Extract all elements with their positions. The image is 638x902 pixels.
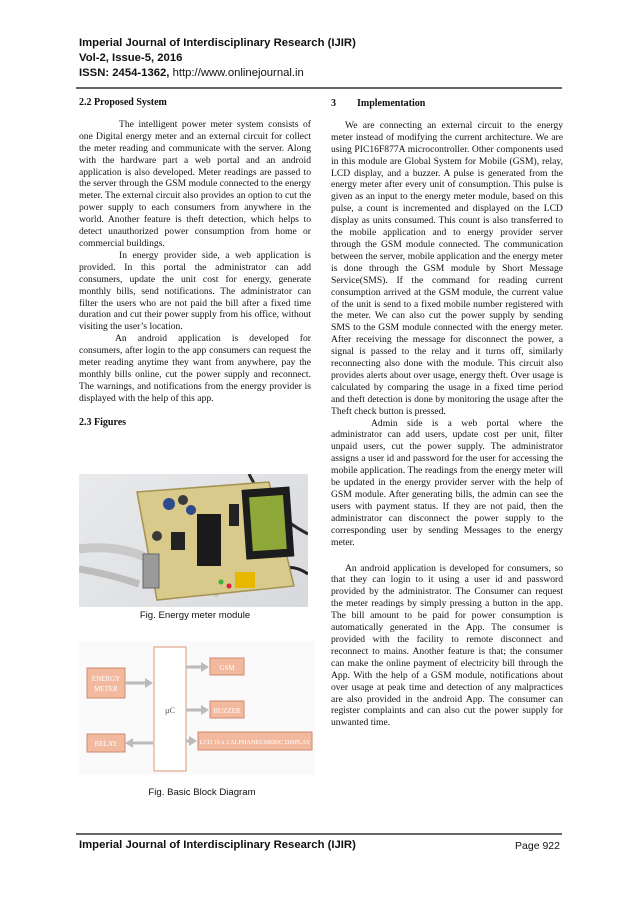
journal-header [79,36,559,81]
figure-caption: Fig. Basic Block Diagram [148,787,256,798]
energy-meter-module-photo [79,474,308,607]
footer-journal: Imperial Journal of Interdisciplinary Research (IJIR) [79,839,356,851]
energy-meter-label-2: METER [94,685,118,693]
block-diagram [79,641,315,775]
section-number: 3 [331,98,336,109]
journal-url[interactable]: http://www.onlinejournal.in [169,67,304,79]
header-rule [76,87,562,89]
right-column [331,98,563,729]
section-heading-proposed-system: 2.2 Proposed System [79,97,167,108]
journal-volume: Vol-2, Issue-5, 2016 [79,52,183,64]
gsm-label: GSM [219,664,235,672]
journal-title: Imperial Journal of Interdisciplinary Research (IJIR) [79,37,356,49]
paragraph: Admin side is a web portal where the administrator can add users, update cost per unit, filter unpaid users, cut the power supply. The administrator assigns a user id and password for the user for accessing the mobile application. The readings from the energy meter will be updated in the energy provider server with the help of GSM module. After generating bills, the admin can see the users with payment status. If they are not paid, then the administrator can disconnect the power supply to the corresponding user by sending Messages to the energy meter. [331,417,563,548]
section-title: Implementation [357,98,426,109]
paragraph: We are connecting an external circuit to the energy meter instead of modifying the current architecture. We are using PIC16F877A microcontroller. Other components used in this module are Global System for Mobile (GSM), relay, LCD display, and a buzzer. A pulse is generated from the energy meter after every unit of consumption. This pulse is given as an input to the energy meter module, based on this pulse, a count is incremented and displayed on the LCD display as units consumed. This count is also transferred to the mobile application and to energy provider server through the GSM module connected. The communication between the server, mobile application and the energy meter is done through the GSM module by Short Message Service(SMS). If the command for reading current consumption arrived at the GSM module, the current value of the unit is send to a fixed mobile number registered with the meter. We can also cut the power supply by sending SMS to the GSM module connected with the energy meter. After receiving the message for disconnect the power, a signal is passed to the relay and it turns off, similarly reconnecting also done with the module. This circuit also provides alerts about over usage, energy theft. Over usage is calculated by comparing the usage in a fixed time period and theft detection is done by monitoring the usage after the Theft check button is pressed. [331,119,563,417]
lcd-label: LCD 16 x 2 ALPHANEUMERIC DISPLAY [199,739,311,746]
microcontroller-label: µC [165,706,175,715]
paragraph: An android application is developed for consumers, so that they can login to it using a user id and password provided by the administrator. The Consumer can request the meter readings by simply pressing a button in the app. The bill amount to be paid for power consumption is automatically generated in the App. The consumer is provided with the facility to remote disconnect and reconnect to mains. Another feature is that; the consumer can make the online payment of electricity bill through the App. With the help of a GSM module, notifications about over usage at peak time and detection of any malpractices are also provided in the android App. The consumer can register complaints and can also cut the power supply for unwanted time. [331,562,563,729]
paragraph: An android application is developed for consumers, after login to the app consumers can request the meter reading anytime they want from anywhere, pay the monthly bills online, cut the power supply and reconnect. The warnings, and notifications from the energy provider is displayed with the help of this app. [79,333,311,404]
section-heading-figures: 2.3 Figures [79,416,127,428]
energy-meter-label-1: ENERGY [91,675,121,683]
paragraph: In energy provider side, a web application is provided. In this portal the administrator can add consumers, update the unit cost for energy, generate monthly bills, send notifications. The administrator can filter the users who are not paid the bill after a fixed time duration and cut their power supply from his office, without visiting the user’s location. [79,249,311,333]
footer-rule [76,833,562,835]
relay-label: RELAY [94,740,118,748]
section-heading-implementation [331,98,563,110]
paragraph-gap [331,549,563,563]
left-column [79,97,311,439]
journal-issn: ISSN: 2454-1362, [79,67,170,79]
page-number: Page 922 [515,840,560,852]
buzzer-label: BUZZER [213,707,241,715]
figure-caption: Fig. Energy meter module [139,610,251,621]
paragraph: The intelligent power meter system consists of one Digital energy meter and an external circuit for collect the meter reading and communicate with the server. Along with the hardware part a web portal and an android application is also developed. Meter readings are passed to the server through the GSM module connected to the energy meter. The external circuit also provides an option to cut the power supply to each consumers from anywhere in the world. Another feature is theft detection, which helps to detect unauthorized power consumption from home or commercial buildings. [79,118,311,249]
